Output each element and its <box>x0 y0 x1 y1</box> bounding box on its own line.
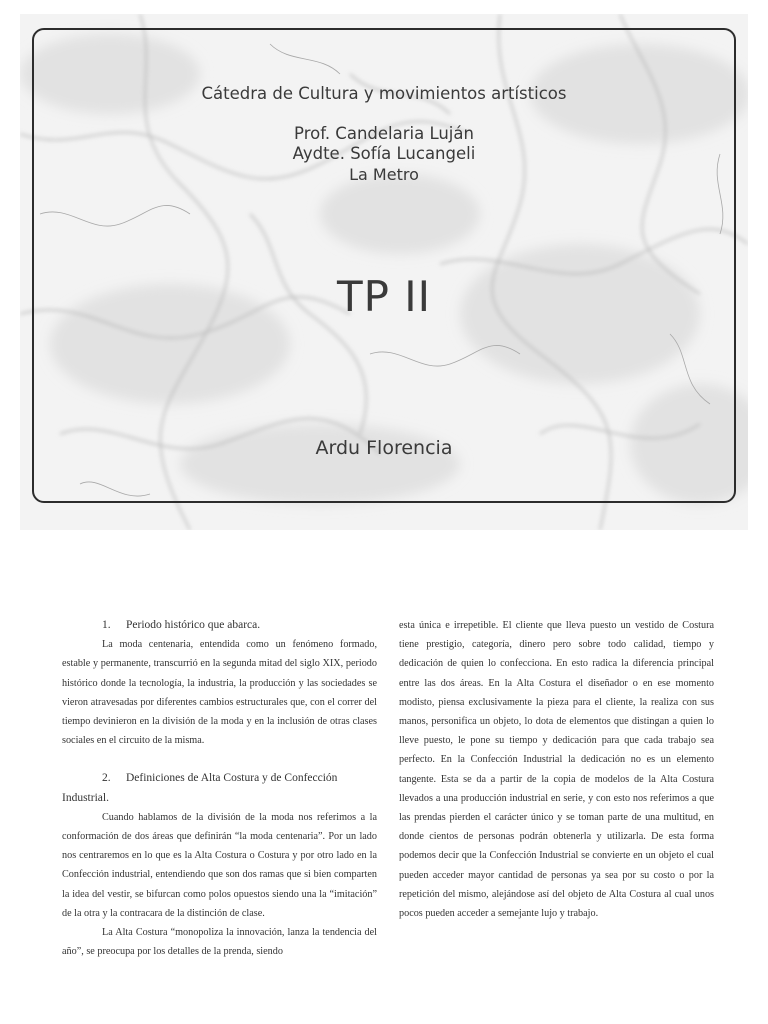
section-2-heading <box>62 769 377 807</box>
right-column-paragraph: esta única e irrepetible. El cliente que lleva puesto un vestido de Costura tiene prestigio, categoría, dinero pero sobre todo calidad, tiempo y dedicación de quien lo confecciona. En esto radica la diferencia principal entre las dos áreas. En la Alta Costura el diseñador o en ese momento modisto, piensa exclusivamente la pieza para el cliente, la realiza con sus manos, personifica un objeto, lo dota de elementos que distingan a quien lo lleve puesto, le pone su tiempo y dedicación para que cada trabajo sea perfecto. En la Confección Industrial la dedicación no es un elemento tangente. Esta se da a partir de la copia de modelos de la Alta Costura llevados a una producción industrial en serie, y con esto nos referimos a que las prendas pierden el carácter único y se toman parte de una multitud, en donde cientos de personas podrán obtenerla y utilizarla. De esta forma podemos decir que la Confección Industrial se convierte en un objeto el cual pueden acceder mayor cantidad de personas ya sea por su costo o por la repetición del mismo, alejándose así del objeto de Alta Costura al cual unos pocos pueden acceder a semejante lujo y trabajo. <box>399 620 714 920</box>
section-2-title-line1: Definiciones de Alta Costura y de Confección <box>126 772 338 785</box>
institution-name: La Metro <box>349 165 419 184</box>
right-column <box>399 616 714 923</box>
course-name: Cátedra de Cultura y movimientos artísticos <box>201 84 567 103</box>
assistant-name: Aydte. Sofía Lucangeli <box>292 144 476 163</box>
section-1-number: 1. <box>102 619 111 631</box>
section-2-number: 2. <box>102 772 111 785</box>
section-2-paragraph-1: Cuando hablamos de la división de la moda nos referimos a la conformación de dos áreas que definirán “la moda centenaria”. Por un lado nos centraremos en lo que es la Alta Costura o Costura y por otro lado en la Confección industrial, entendiendo que son dos ramas que si bien comparten la idea del vestir, se bifurcan como polos opuestos siendo una la “imitación” de la otra y la contracara de la distinción de clase. <box>62 811 377 919</box>
professor-name: Prof. Candelaria Luján <box>294 124 474 143</box>
section-1-title: Periodo histórico que abarca. <box>126 619 261 631</box>
section-2-title-line2: Industrial. <box>62 791 109 804</box>
section-2-paragraph-2: La Alta Costura “monopoliza la innovación, lanza la tendencia del año”, se preocupa por los detalles de la prenda, siendo <box>62 927 377 958</box>
section-1-heading <box>62 616 377 635</box>
document-title: TP II <box>336 272 432 321</box>
left-column <box>62 616 377 961</box>
section-1-paragraph: La moda centenaria, entendida como un fenómeno formado, estable y permanente, transcurrió en la segunda mitad del siglo XIX, periodo histórico donde la tecnología, la industria, la producción y las sociedades se vieron atravesadas por diferentes cambios estructurales que, con el correr del tiempo devinieron en la división de la moda y en la inclusión de otras clases sociales en el circuito de la misma. <box>62 639 377 747</box>
cover-page <box>20 14 748 530</box>
author-name: Ardu Florencia <box>315 437 453 459</box>
